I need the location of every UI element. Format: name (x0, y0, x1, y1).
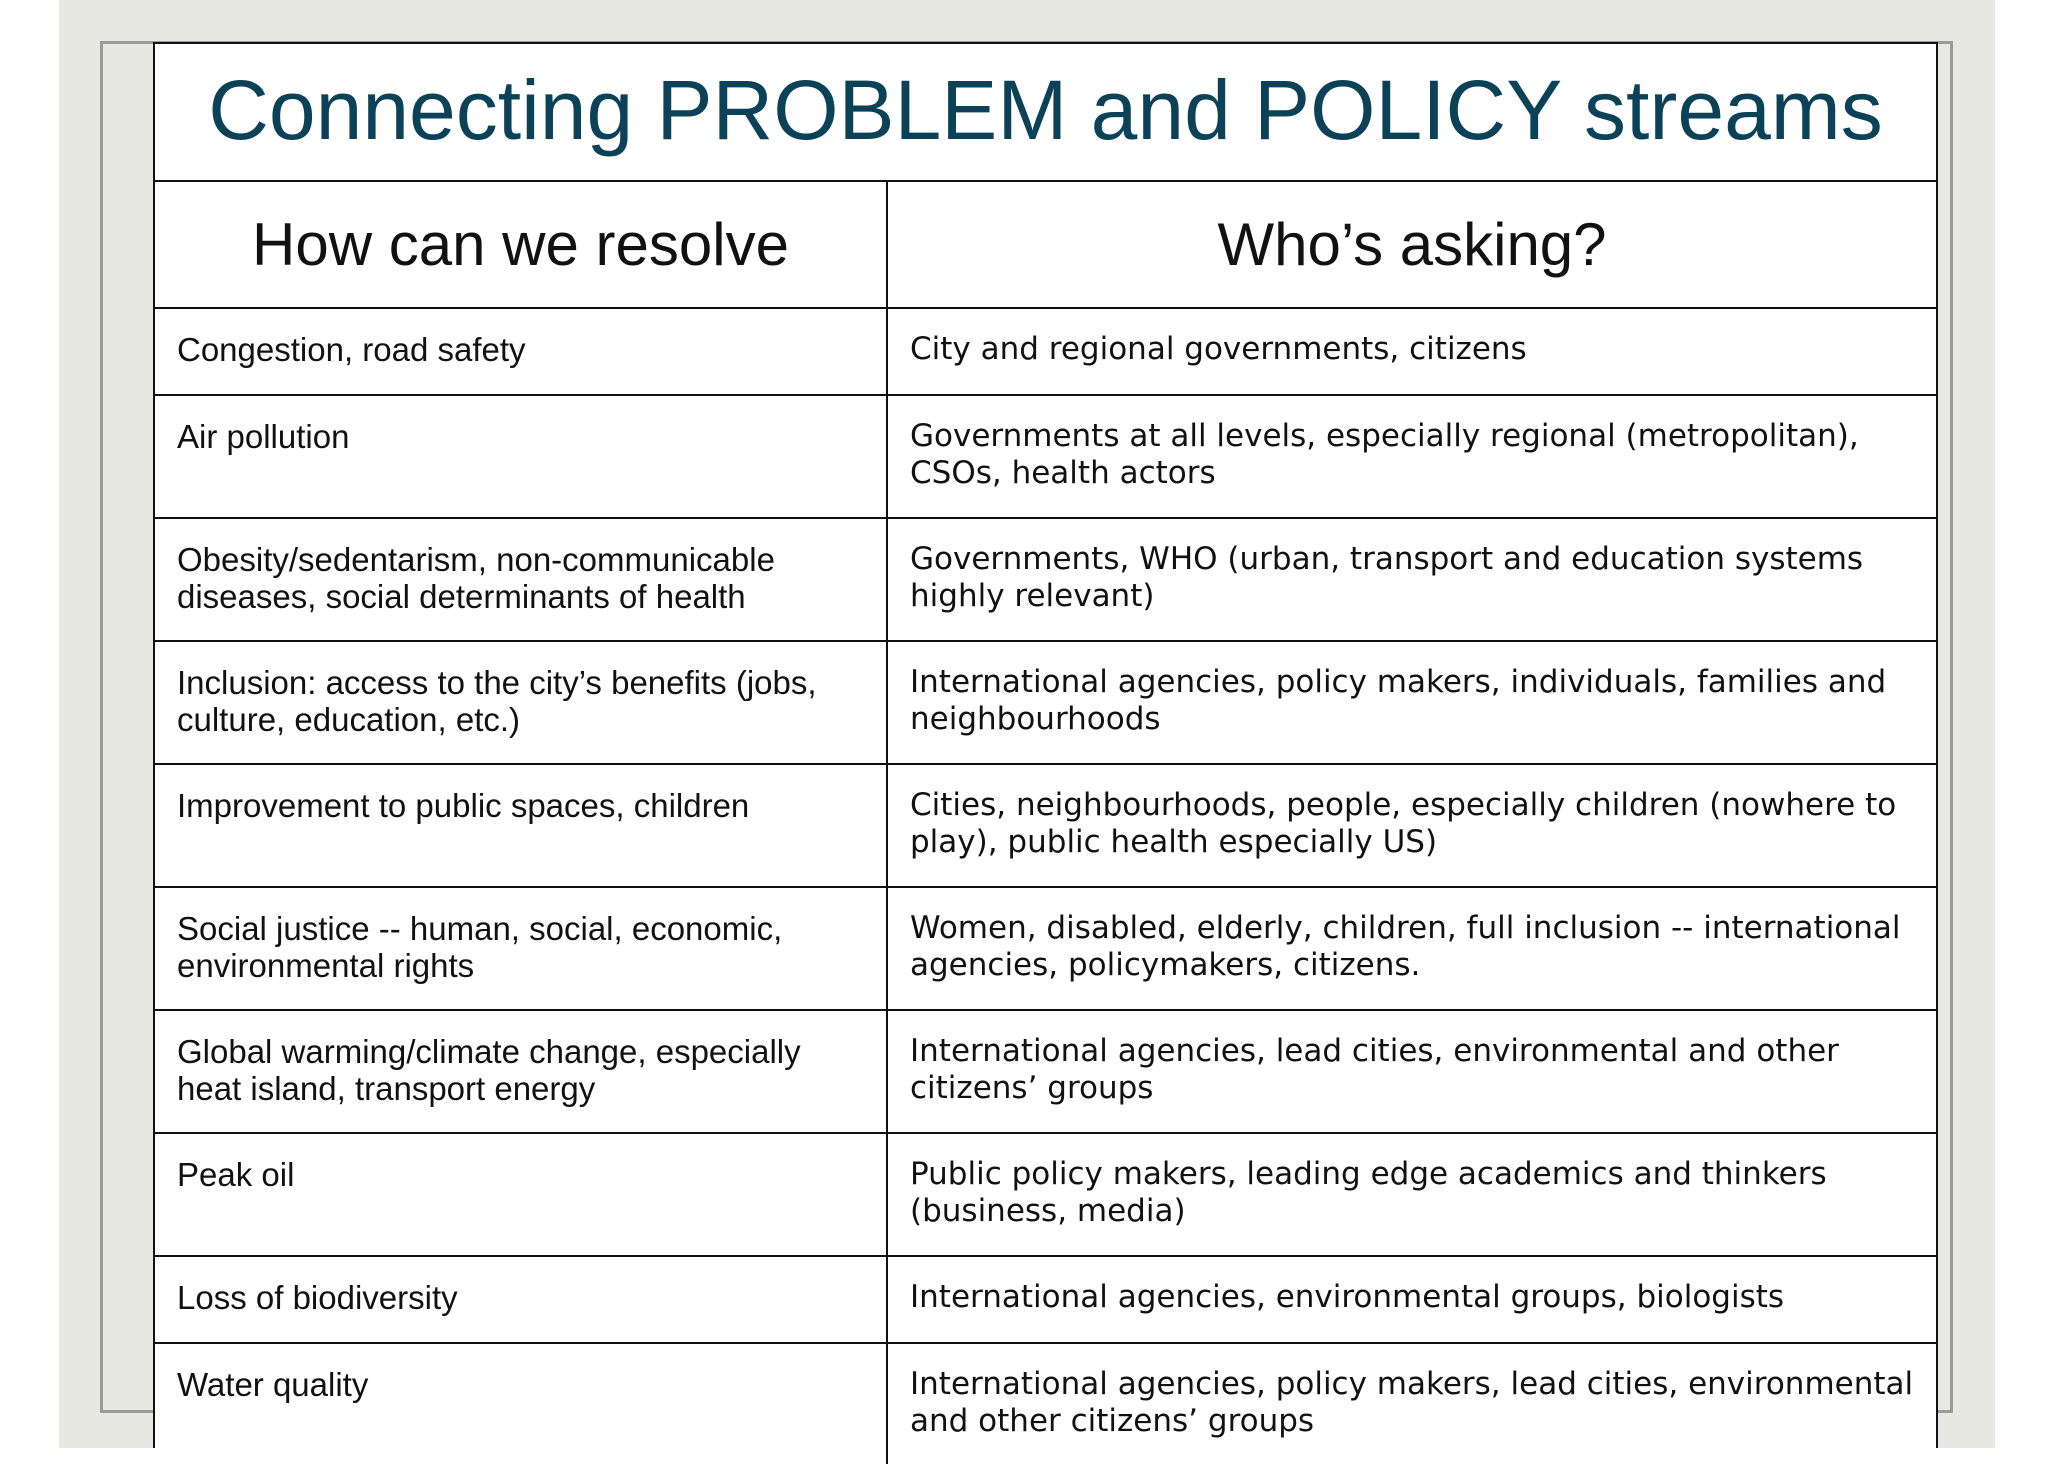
problem-cell: Obesity/sedentarism, non-communicable diseases, social determinants of health (155, 519, 888, 640)
table-row (155, 519, 1936, 642)
who-cell: International agencies, environmental groups, biologists (910, 1279, 1785, 1315)
problem-policy-table (153, 42, 1938, 1448)
who-cell: City and regional governments, citizens (910, 331, 1527, 367)
title-row (155, 44, 1936, 182)
header-whos-asking: Who’s asking? (1217, 211, 1607, 278)
problem-cell: Global warming/climate change, especially heat island, transport energy (155, 1011, 888, 1132)
problem-cell: Water quality (155, 1344, 888, 1464)
problem-cell: Congestion, road safety (155, 309, 888, 394)
table-row (155, 642, 1936, 765)
who-cell: Public policy makers, leading edge academics and thinkers (business, media) (910, 1156, 1827, 1229)
who-cell: International agencies, policy makers, individuals, families and neighbourhoods (910, 664, 1887, 737)
problem-cell: Peak oil (155, 1134, 888, 1255)
table-row (155, 1257, 1936, 1344)
table-row (155, 396, 1936, 519)
table-row (155, 888, 1936, 1011)
who-cell: International agencies, lead cities, environmental and other citizens’ groups (910, 1033, 1839, 1106)
table-row (155, 1011, 1936, 1134)
who-cell: Women, disabled, elderly, children, full inclusion -- international agencies, policymakers, citizens. (910, 910, 1901, 983)
table-row (155, 309, 1936, 396)
table-row (155, 1134, 1936, 1257)
who-cell: International agencies, policy makers, lead cities, environmental and other citizens’ groups (910, 1366, 1914, 1439)
who-cell: Governments, WHO (urban, transport and education systems highly relevant) (910, 541, 1864, 614)
table-header-row (155, 182, 1936, 309)
slide-title: Connecting PROBLEM and POLICY streams (208, 62, 1883, 157)
problem-cell: Inclusion: access to the city’s benefits (jobs, culture, education, etc.) (155, 642, 888, 763)
who-cell: Cities, neighbourhoods, people, especially children (nowhere to play), public health especially US) (910, 787, 1897, 860)
who-cell: Governments at all levels, especially regional (metropolitan), CSOs, health actors (910, 418, 1859, 491)
problem-cell: Social justice -- human, social, economic, environmental rights (155, 888, 888, 1009)
header-how-can-we-resolve: How can we resolve (155, 182, 888, 307)
table-row (155, 1344, 1936, 1464)
problem-cell: Air pollution (155, 396, 888, 517)
problem-cell: Improvement to public spaces, children (155, 765, 888, 886)
table-row (155, 765, 1936, 888)
problem-cell: Loss of biodiversity (155, 1257, 888, 1342)
